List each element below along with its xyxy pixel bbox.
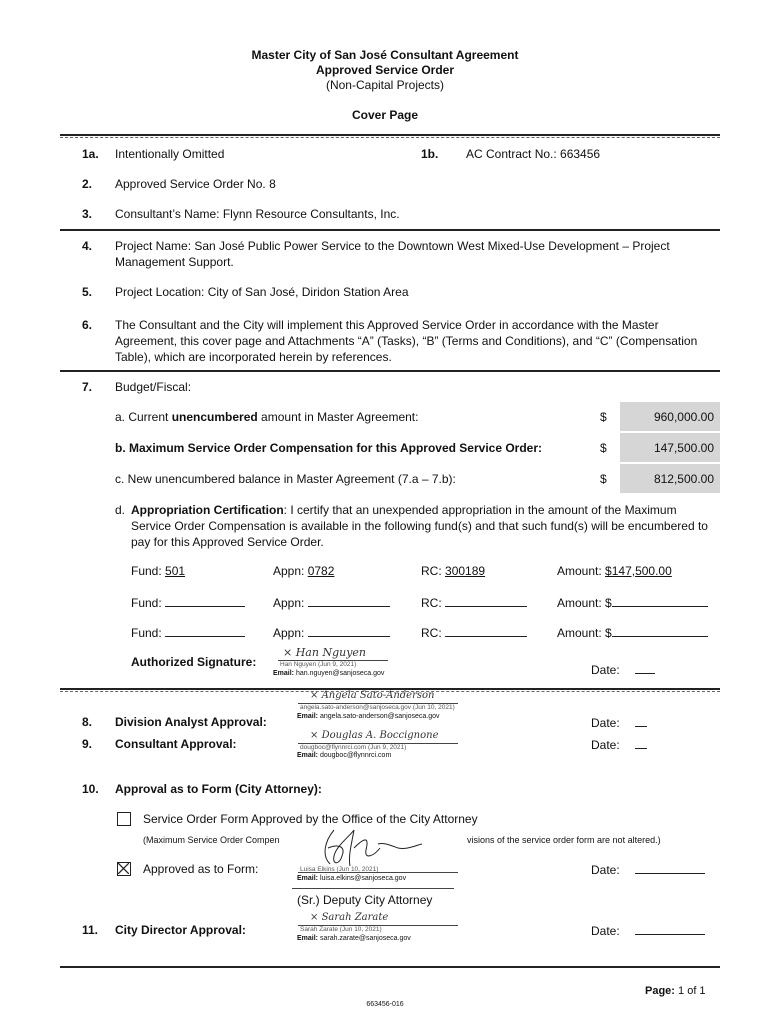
fund-row-1-fund: Fund: 501 bbox=[131, 564, 186, 578]
section-11-num: 11. bbox=[82, 923, 99, 937]
authorized-date: Date: bbox=[591, 662, 655, 677]
form-approved-note-left: (Maximum Service Order Compen bbox=[143, 835, 280, 845]
section-7-label: Budget/Fiscal: bbox=[115, 380, 192, 394]
section-4-text: Project Name: San José Public Power Service to the Downtown West Mixed-Use Development – Project Management Support. bbox=[115, 239, 670, 269]
section-9-num: 9. bbox=[82, 737, 93, 751]
fund-row-2-fund: Fund: bbox=[131, 595, 245, 610]
consultant-signature: × Douglas A. Boccignone bbox=[310, 730, 439, 741]
consultant-date: Date: bbox=[591, 737, 647, 752]
city-attorney-sig-meta: Luisa Elkins (Jun 10, 2021) bbox=[300, 866, 379, 873]
section-3-num: 3. bbox=[82, 207, 93, 221]
budget-a-value: 960,000.00 bbox=[653, 410, 714, 424]
section-1a-num: 1a. bbox=[82, 147, 99, 161]
form-approved-label: Service Order Form Approved by the Office of the City Attorney bbox=[143, 812, 478, 826]
section-4-num: 4. bbox=[82, 239, 93, 253]
section-5-num: 5. bbox=[82, 285, 93, 299]
division-analyst-email: Email: angela.sato-anderson@sanjoseca.gov bbox=[297, 713, 440, 720]
cover-page-label: Cover Page bbox=[351, 108, 419, 122]
fund-row-3-rc: RC: bbox=[421, 625, 527, 640]
division-analyst-signature: × Angela Sato-Anderson bbox=[310, 690, 435, 701]
fund-row-3-amount: Amount: $ bbox=[557, 625, 708, 640]
fund-row-3-fund: Fund: bbox=[131, 625, 245, 640]
division-analyst-date: Date: bbox=[591, 715, 647, 730]
section-3-text: Consultant’s Name: Flynn Resource Consultants, Inc. bbox=[115, 207, 400, 221]
section-7-num: 7. bbox=[82, 380, 93, 394]
signature-line bbox=[292, 888, 454, 889]
authorized-sig-meta: Han Nguyen (Jun 9, 2021) bbox=[280, 661, 357, 668]
appropriation-certification: Appropriation Certification: I certify that an unexpended appropriation in the amount of the Maximum Service Order Compensation is available in the following fund(s) and that such fund(s) will be encumbered to pay for this Approved Service Order. bbox=[131, 503, 708, 549]
doc-title: Master City of San José Consultant Agreement bbox=[251, 48, 519, 62]
fund-row-1-appn: Appn: 0782 bbox=[273, 564, 335, 578]
authorized-email: Email: han.nguyen@sanjoseca.gov bbox=[273, 670, 385, 677]
form-approved-note-right: visions of the service order form are not altered.) bbox=[467, 835, 661, 845]
section-8-label: Division Analyst Approval: bbox=[115, 715, 267, 729]
city-director-signature: × Sarah Zarate bbox=[310, 912, 389, 923]
page-number: Page: 1 of 1 bbox=[645, 985, 706, 997]
budget-c-currency: $ bbox=[600, 472, 607, 486]
fund-row-2-amount: Amount: $ bbox=[557, 595, 708, 610]
divider bbox=[60, 229, 720, 231]
budget-a-label: a. Current unencumbered amount in Master Agreement: bbox=[115, 410, 419, 424]
budget-c-value: 812,500.00 bbox=[653, 472, 714, 486]
section-1b-text: AC Contract No.: 663456 bbox=[466, 147, 601, 161]
section-9-label: Consultant Approval: bbox=[115, 737, 237, 751]
budget-d-prefix: d. bbox=[115, 503, 126, 517]
doc-projects: (Non-Capital Projects) bbox=[325, 78, 445, 92]
section-2-num: 2. bbox=[82, 177, 93, 191]
approved-as-to-form-checkbox[interactable] bbox=[117, 862, 131, 876]
fund-row-1-rc: RC: 300189 bbox=[421, 564, 486, 578]
form-approved-checkbox[interactable] bbox=[117, 812, 131, 826]
fund-row-2-appn: Appn: bbox=[273, 595, 390, 610]
budget-a-currency: $ bbox=[600, 410, 607, 424]
checked-x-icon bbox=[118, 863, 129, 874]
document-id: 663456-016 bbox=[366, 1001, 404, 1008]
city-attorney-date: Date: bbox=[591, 862, 705, 877]
budget-c-label: c. New unencumbered balance in Master Agreement (7.a – 7.b): bbox=[115, 472, 456, 486]
divider bbox=[60, 134, 720, 136]
city-director-date: Date: bbox=[591, 923, 705, 938]
section-1b-num: 1b. bbox=[421, 147, 439, 161]
section-10-num: 10. bbox=[82, 782, 99, 796]
consultant-sig-meta: dougboc@flynnrci.com (Jun 9, 2021) bbox=[300, 744, 407, 751]
section-11-label: City Director Approval: bbox=[115, 923, 246, 937]
deputy-city-attorney-title: (Sr.) Deputy City Attorney bbox=[297, 893, 433, 907]
fund-row-1-amount: Amount: $147,500.00 bbox=[557, 564, 672, 578]
approved-as-to-form-label: Approved as to Form: bbox=[143, 862, 259, 876]
section-5-text: Project Location: City of San José, Diridon Station Area bbox=[115, 285, 409, 299]
budget-b-label: b. Maximum Service Order Compensation for this Approved Service Order: bbox=[115, 441, 543, 455]
section-1a-text: Intentionally Omitted bbox=[115, 147, 225, 161]
city-attorney-email: Email: luisa.elkins@sanjoseca.gov bbox=[297, 875, 407, 882]
section-2-text: Approved Service Order No. 8 bbox=[115, 177, 276, 191]
section-6-num: 6. bbox=[82, 318, 93, 332]
doc-subtitle: Approved Service Order bbox=[315, 63, 455, 77]
divider bbox=[60, 370, 720, 372]
authorized-signature-label: Authorized Signature: bbox=[131, 655, 257, 669]
budget-b-value: 147,500.00 bbox=[653, 441, 714, 455]
fund-row-3-appn: Appn: bbox=[273, 625, 390, 640]
fund-row-2-rc: RC: bbox=[421, 595, 527, 610]
authorized-signature: × Han Nguyen bbox=[283, 646, 367, 659]
consultant-email: Email: dougboc@flynnrci.com bbox=[297, 752, 392, 759]
section-8-num: 8. bbox=[82, 715, 93, 729]
city-director-sig-meta: Sarah Zarate (Jun 10, 2021) bbox=[300, 926, 382, 933]
division-analyst-sig-meta: angela.sato-anderson@sanjoseca.gov (Jun 10, 2021) bbox=[300, 704, 455, 711]
budget-b-currency: $ bbox=[600, 441, 607, 455]
city-director-email: Email: sarah.zarate@sanjoseca.gov bbox=[297, 935, 411, 942]
section-10-label: Approval as to Form (City Attorney): bbox=[115, 782, 322, 796]
section-6-text: The Consultant and the City will implement this Approved Service Order in accordance with the Master Agreement, this cover page and Attachments “A” (Tasks), “B” (Terms and Conditions), and “C” (Compensation Table), which are incorporated herein by references. bbox=[115, 318, 698, 364]
divider bbox=[60, 966, 720, 968]
